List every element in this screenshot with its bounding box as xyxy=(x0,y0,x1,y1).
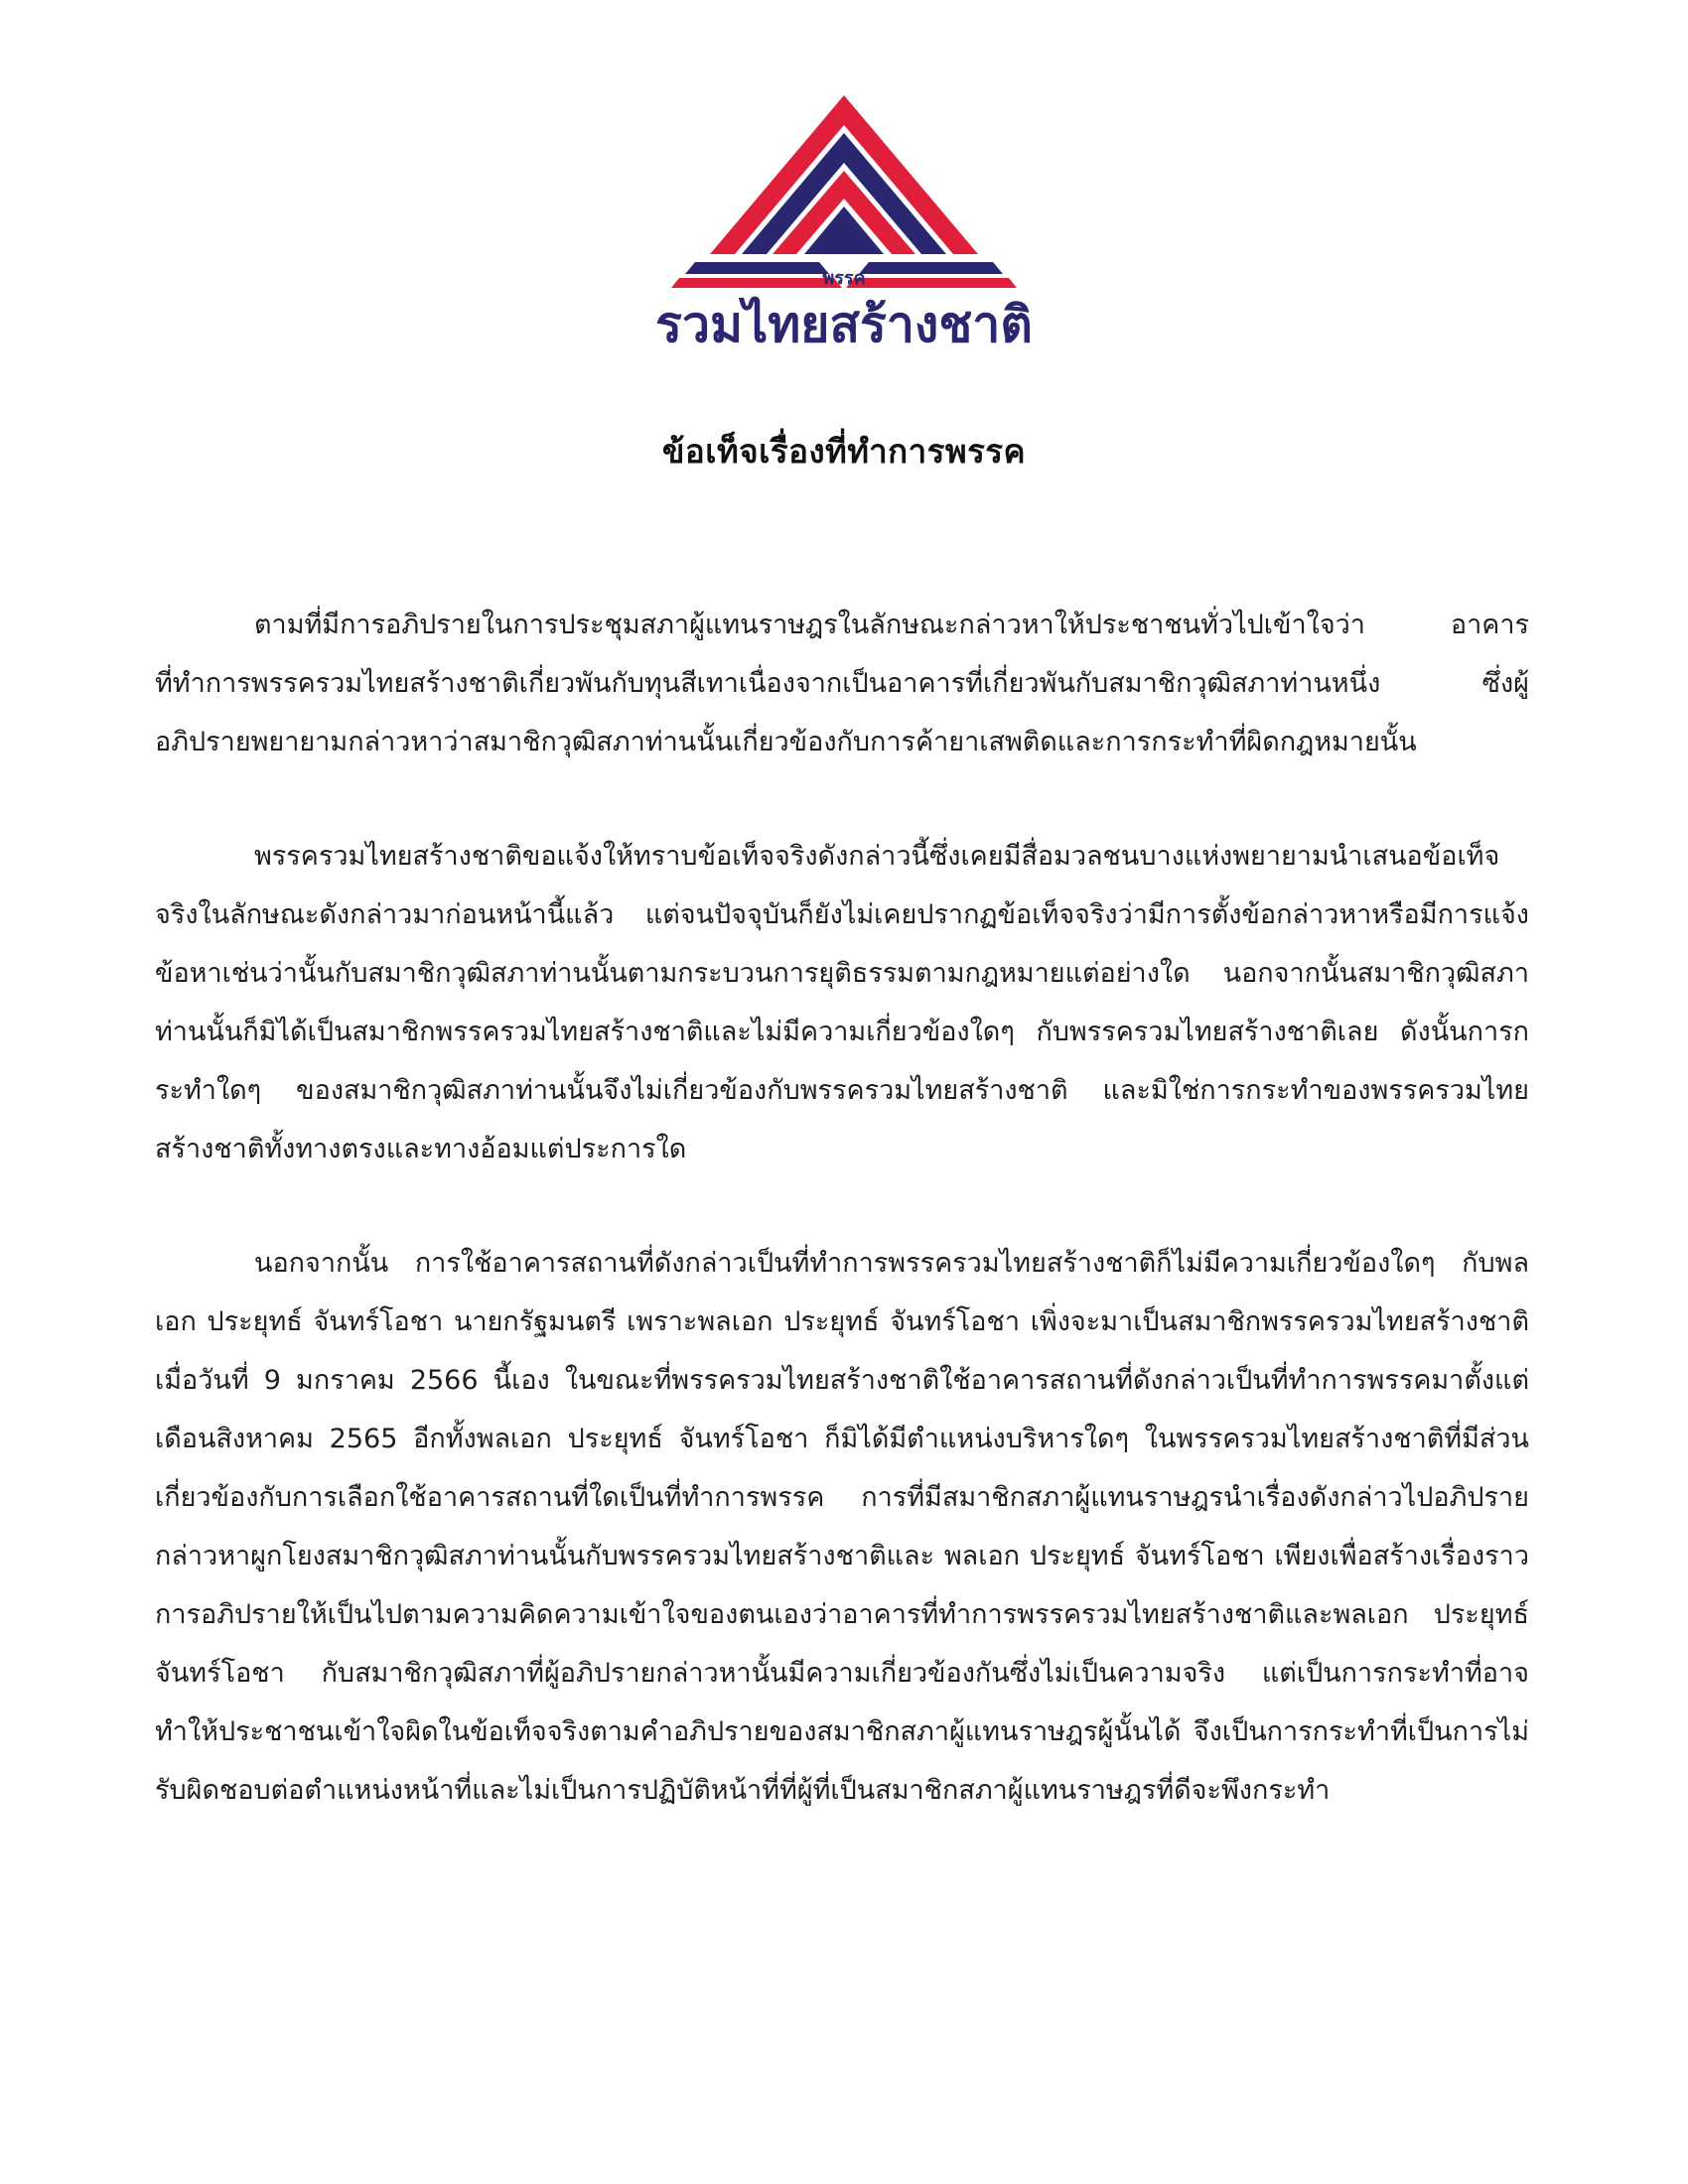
paragraph-2: พรรครวมไทยสร้างชาติขอแจ้งให้ทราบข้อเท็จจริงดังกล่าวนี้ซึ่งเคยมีสื่อมวลชนบางแห่งพยายามนำเสนอข้อเท็จจริงในลักษณะดังกล่าวมาก่อนหน้านี้แล้ว แต่จนปัจจุบันก็ยังไม่เคยปรากฏข้อเท็จจริงว่ามีการตั้งข้อกล่าวหาหรือมีการแจ้งข้อหาเช่นว่านั้นกับสมาชิกวุฒิสภาท่านนั้นตามกระบวนการยุติธรรมตามกฎหมายแต่อย่างใด นอกจากนั้นสมาชิกวุฒิสภาท่านนั้นก็มิได้เป็นสมาชิกพรรครวมไทยสร้างชาติและไม่มีความเกี่ยวข้องใดๆ กับพรรครวมไทยสร้างชาติเลย ดังนั้นการกระทำใดๆ ของสมาชิกวุฒิสภาท่านนั้นจึงไม่เกี่ยวข้องกับพรรครวมไทยสร้างชาติ และมิใช่การกระทำของพรรครวมไทยสร้างชาติทั้งทางตรงและทางอ้อมแต่ประการใด xyxy=(155,841,1529,1164)
party-logo xyxy=(635,95,1053,353)
logo-base-left-red xyxy=(671,278,842,288)
page-title: ข้อเท็จเรื่องที่ทำการพรรค xyxy=(661,432,1027,471)
party-logo-emblem xyxy=(635,95,1053,353)
logo-wordmark: รวมไทยสร้างชาติ xyxy=(655,296,1033,353)
document-body xyxy=(155,596,1529,1875)
logo-base-left-navy xyxy=(685,262,829,274)
paragraph-3: นอกจากนั้น การใช้อาคารสถานที่ดังกล่าวเป็นที่ทำการพรรครวมไทยสร้างชาติก็ไม่มีความเกี่ยวข้องใดๆ กับพลเอก ประยุทธ์ จันทร์โอชา นายกรัฐมนตรี เพราะพลเอก ประยุทธ์ จันทร์โอชา เพิ่งจะมาเป็นสมาชิกพรรครวมไทยสร้างชาติเมื่อวันที่ 9 มกราคม 2566 นี้เอง ในขณะที่พรรครวมไทยสร้างชาติใช้อาคารสถานที่ดังกล่าวเป็นที่ทำการพรรคมาตั้งแต่เดือนสิงหาคม 2565 อีกทั้งพลเอก ประยุทธ์ จันทร์โอชา ก็มิได้มีตำแหน่งบริหารใดๆ ในพรรครวมไทยสร้างชาติที่มีส่วนเกี่ยวข้องกับการเลือกใช้อาคารสถานที่ใดเป็นที่ทำการพรรค การที่มีสมาชิกสภาผู้แทนราษฎรนำเรื่องดังกล่าวไปอภิปรายกล่าวหาผูกโยงสมาชิกวุฒิสภาท่านนั้นกับพรรครวมไทยสร้างชาติและ พลเอก ประยุทธ์ จันทร์โอชา เพียงเพื่อสร้างเรื่องราวการอภิปรายให้เป็นไปตามความคิดความเข้าใจของตนเองว่าอาคารที่ทำการพรรครวมไทยสร้างชาติและพลเอก ประยุทธ์ จันทร์โอชา กับสมาชิกวุฒิสภาที่ผู้อภิปรายกล่าวหานั้นมีความเกี่ยวข้องกันซึ่งไม่เป็นความจริง แต่เป็นการกระทำที่อาจทำให้ประชาชนเข้าใจผิดในข้อเท็จจริงตามคำอภิปรายของสมาชิกสภาผู้แทนราษฎรผู้นั้นได้ จึงเป็นการกระทำที่เป็นการไม่รับผิดชอบต่อตำแหน่งหน้าที่และไม่เป็นการปฏิบัติหน้าที่ที่ผู้ที่เป็นสมาชิกสภาผู้แทนราษฎรที่ดีจะพึงกระทำ xyxy=(155,1248,1529,1806)
paragraph-1: ตามที่มีการอภิปรายในการประชุมสภาผู้แทนราษฎรในลักษณะกล่าวหาให้ประชาชนทั่วไปเข้าใจว่า อาคารที่ทำการพรรครวมไทยสร้างชาติเกี่ยวพันกับทุนสีเทาเนื่องจากเป็นอาคารที่เกี่ยวพันกับสมาชิกวุฒิสภาท่านหนึ่ง ซึ่งผู้อภิปรายพยายามกล่าวหาว่าสมาชิกวุฒิสภาท่านนั้นเกี่ยวข้องกับการค้ายาเสพติดและการกระทำที่ผิดกฎหมายนั้น xyxy=(155,610,1529,757)
logo-base-right-navy xyxy=(859,262,1003,274)
logo-base-right-red xyxy=(846,278,1017,288)
logo-abbreviation: พรรค xyxy=(822,268,866,289)
